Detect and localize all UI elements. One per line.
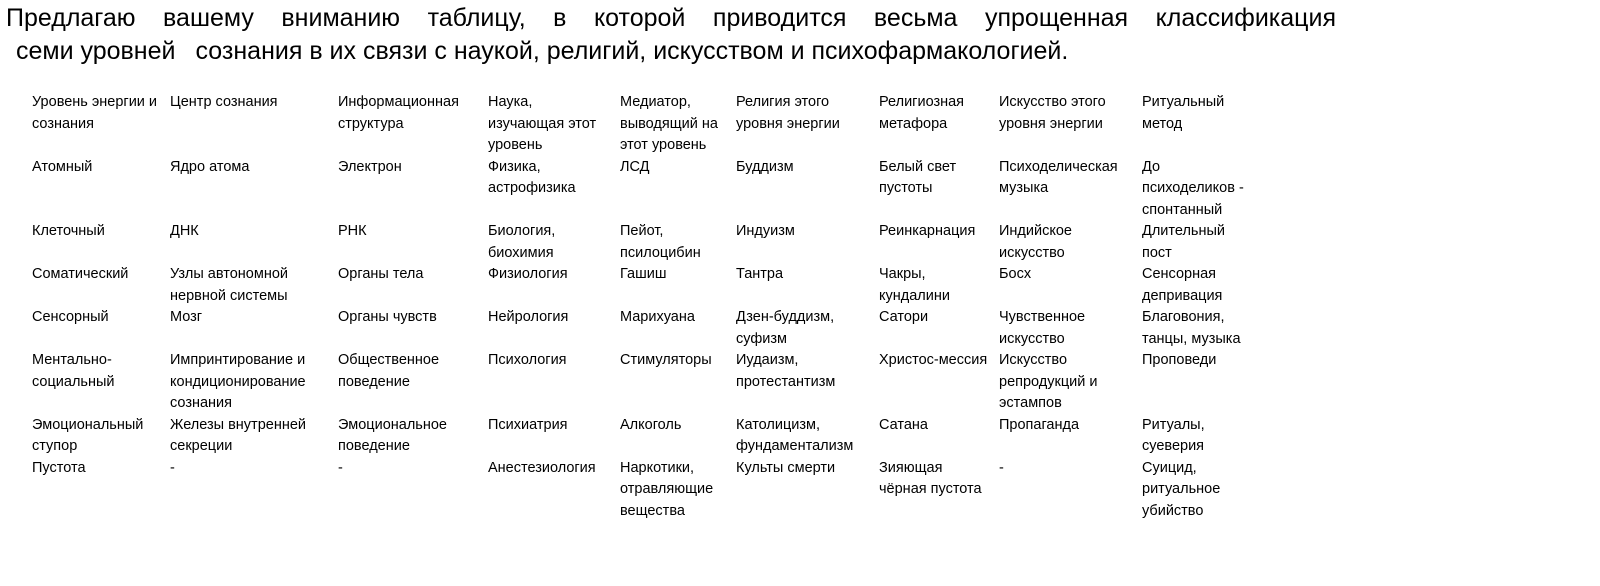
table-cell: Иудаизм, протестантизм [736,352,836,390]
table-cell: Нейрология [488,309,569,325]
table-cell: - [170,459,175,476]
table-cell: Сатана [879,416,928,433]
table-row [28,415,1258,458]
table-cell: Физиология [488,266,568,282]
table-cell: Мозг [170,309,203,325]
table-cell: Эмоциональное поведение [338,416,447,454]
intro-paragraph [6,2,1336,68]
table-cell: Католицизм, фундаментализм [736,416,854,454]
table-cell: Анестезиология [488,459,596,476]
table-cell: Органы чувств [338,309,437,325]
table-cell: Биология, биохимия [488,223,556,261]
table-cell: Тантра [736,266,784,282]
table-cell: Психоделическая музыка [999,158,1118,196]
table-cell: Клеточный [32,223,105,239]
header-cell-info-structure: Информационная структура [338,94,459,132]
table-cell: Христос-мессия [879,352,988,368]
table-cell: Железы внутренней секреции [170,416,307,454]
table-cell: Наркотики, отравляющие вещества [620,459,714,519]
header-cell-metaphor: Религиозная метафора [879,94,965,132]
table-cell: Алкоголь [620,416,682,433]
table-cell: Благовония, танцы, музыка [1142,309,1241,347]
intro-line-2-end: сознания в их связи с наукой, религий, искусством и психофармакологией. [195,37,1069,65]
table-cell: Индуизм [736,223,795,239]
table-cell: Длительный пост [1142,223,1225,261]
table-cell: Ядро атома [170,158,250,175]
intro-line-2 [6,35,1336,68]
table-cell: ЛСД [620,158,650,175]
table-cell: Сенсорный [32,309,109,325]
header-cell-mediator: Медиатор, выводящий на этот уровень [620,94,718,153]
header-cell-ritual: Ритуальный метод [1142,94,1225,132]
table-cell: Проповеди [1142,352,1217,368]
table-cell: Пустота [32,459,86,476]
header-cell-science: Наука, изучающая этот уровень [488,94,597,153]
table-cell: Импринтирование и кондиционирование сознания [170,352,306,411]
table-cell: - [999,459,1004,476]
table-cell: - [338,459,343,476]
table-row [28,221,1258,264]
table-cell: Ментально-социальный [32,352,115,390]
table-cell: Марихуана [620,309,695,325]
table-cell: Зияющая чёрная пустота [879,459,982,497]
header-row [28,92,1258,157]
table-cell: Пейот, псилоцибин [620,223,701,261]
table-cell: Атомный [32,158,93,175]
table-body [28,157,1258,523]
table-cell: Чакры, кундалини [879,266,950,304]
table-cell: Психология [488,352,567,368]
table-cell: Электрон [338,158,402,175]
table-cell: Босх [999,266,1032,282]
table-row [28,458,1258,523]
table-cell: Узлы автономной нервной системы [170,266,288,304]
table-cell: Психиатрия [488,416,568,433]
table-cell: Чувственное искусство [999,309,1086,347]
table-cell: Белый свет пустоты [879,158,957,196]
table-cell: Суицид, ритуальное убийство [1142,459,1221,519]
table-cell: ДНК [170,223,199,239]
table-cell: Буддизм [736,158,794,175]
table-cell: Пропаганда [999,416,1080,433]
table-cell: Сатори [879,309,929,325]
table-cell: Гашиш [620,266,667,282]
table-cell: Общественное поведение [338,352,440,390]
table-cell: Сенсорная депривация [1142,266,1223,304]
intro-line-2-start: семи уровней [16,37,176,65]
table-cell: Дзен-буддизм, суфизм [736,309,835,347]
table-row [28,307,1258,350]
table-row [28,350,1258,415]
header-cell-religion: Религия этого уровня энергии [736,94,840,132]
table-cell: Стимуляторы [620,352,712,368]
table-header [28,92,1258,157]
header-cell-center: Центр сознания [170,94,278,110]
table-cell: РНК [338,223,367,239]
table-cell: Индийское искусство [999,223,1072,261]
consciousness-levels-table [28,92,1258,522]
table-cell: Физика, астрофизика [488,158,576,196]
header-cell-level: Уровень энергии и сознания [32,94,158,132]
table-cell: Эмоциональный ступор [32,416,144,454]
table-cell: До психоделиков - спонтанный [1142,158,1244,218]
table-cell: Реинкарнация [879,223,976,239]
table-row [28,157,1258,222]
table-cell: Искусство репродукций и эстампов [999,352,1098,411]
intro-line-1: Предлагаю вашему вниманию таблицу, в которой приводится весьма упрощенная классификация [6,4,1336,32]
table-cell: Ритуалы, суеверия [1142,416,1205,454]
table-cell: Соматический [32,266,129,282]
header-cell-art: Искусство этого уровня энергии [999,94,1106,132]
table-row [28,264,1258,307]
table-cell: Органы тела [338,266,424,282]
table-cell: Культы смерти [736,459,836,476]
